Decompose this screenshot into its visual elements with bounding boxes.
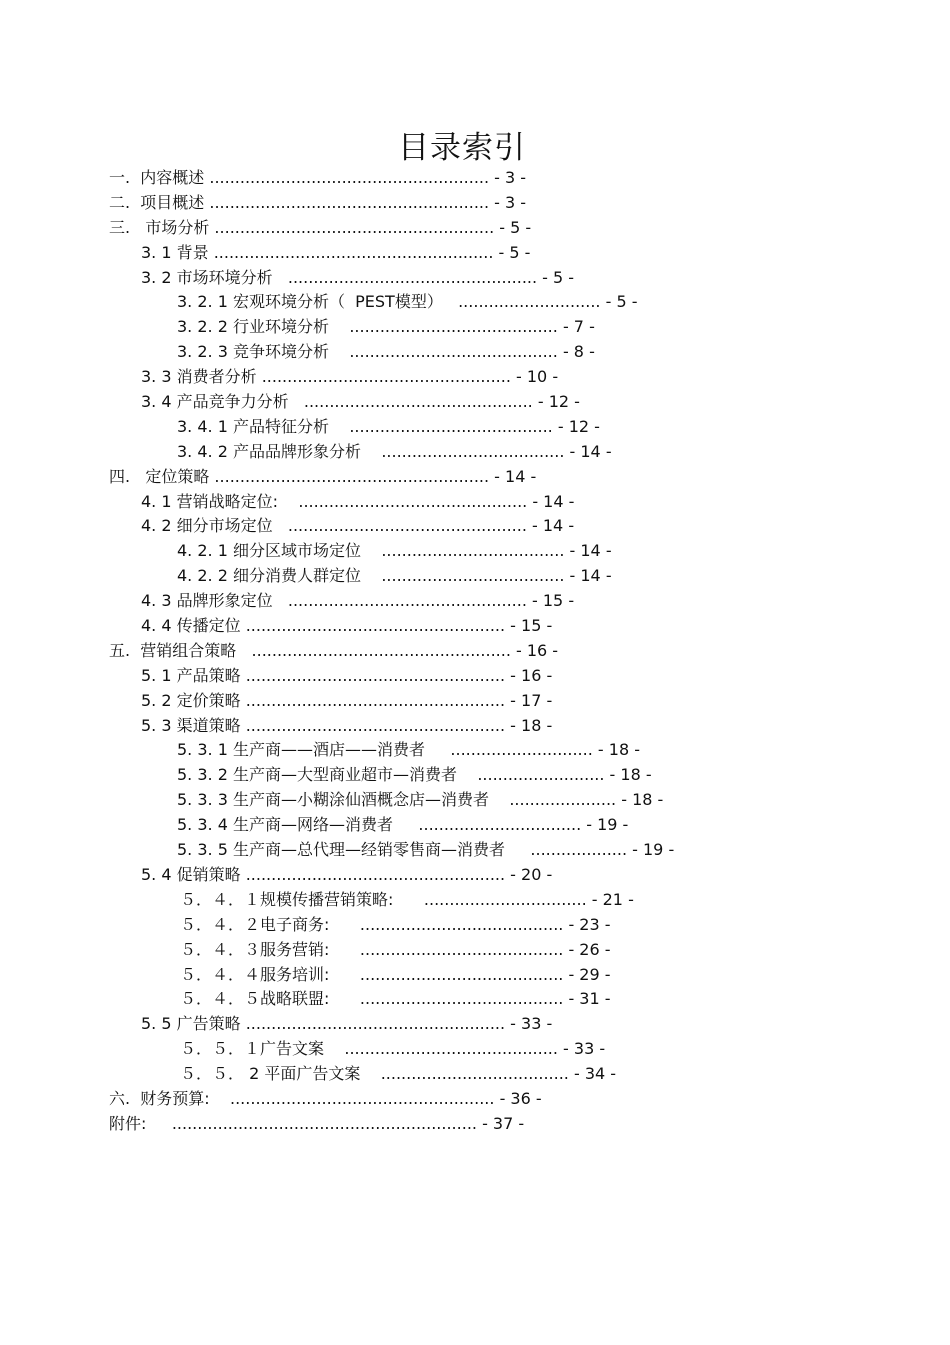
toc-entry-leader: ..................................................	[250, 665, 506, 685]
toc-entry-label: 3. 2. 2 行业环境分析	[177, 317, 350, 337]
toc-entry-leader: ............................................................	[171, 1113, 477, 1133]
toc-entry-label: ５．５． 2 平面广告文案	[180, 1064, 381, 1084]
toc-entry-page: - 12 -	[532, 392, 580, 412]
toc-entry[interactable]	[0, 714, 950, 739]
toc-entry[interactable]	[0, 1062, 950, 1087]
toc-entry-label: 3. 3 消费者分析 .	[141, 367, 267, 387]
toc-entry-label: 5. 5 广告策略 .	[141, 1014, 251, 1034]
toc-entry-page: - 15 -	[526, 591, 575, 611]
toc-entry[interactable]	[0, 539, 950, 564]
toc-entry-page: - 16 -	[510, 640, 559, 660]
toc-entry-leader: .........................................	[349, 342, 558, 362]
toc-entry-leader: ................................................	[266, 367, 511, 387]
toc-entry-label: 3. 2. 3 竞争环境分析	[177, 342, 350, 362]
toc-entry[interactable]	[0, 1087, 950, 1112]
toc-entry-leader: ................................	[418, 815, 582, 835]
toc-entry-page: - 23 -	[563, 914, 611, 934]
toc-entry-label: 4. 3 品牌形象定位 .	[141, 591, 293, 611]
toc-entry-leader: ........................	[482, 765, 605, 785]
toc-entry-label: ５．５．１广告文案	[180, 1039, 345, 1059]
toc-entry-leader: ........................................	[349, 416, 553, 436]
toc-entry-leader: ..................................................	[256, 640, 511, 660]
toc-entry-page: - 34 -	[568, 1064, 617, 1084]
toc-entry-leader: ........................................	[359, 989, 564, 1009]
toc-entry-leader: ..................................................	[250, 690, 506, 710]
toc-entry-label: 5. 3. 1 生产商——酒店——消费者	[177, 740, 451, 760]
toc-entry-page: - 19 -	[581, 815, 629, 835]
toc-entry-page: - 14 -	[564, 441, 612, 461]
toc-entry-page: - 21 -	[586, 889, 634, 909]
toc-entry[interactable]	[0, 938, 950, 963]
toc-entry-leader: ......................................................	[219, 217, 495, 237]
toc-entry-leader: ........................................	[359, 939, 564, 959]
toc-entry[interactable]	[0, 614, 950, 639]
toc-entry-label: ５．４．４服务培训:	[180, 964, 360, 984]
toc-entry-leader: ........................................	[359, 914, 564, 934]
toc-entry-leader: .....................................................	[219, 466, 490, 486]
toc-entry-leader: ................................................	[292, 267, 538, 287]
toc-entry[interactable]	[0, 390, 950, 415]
toc-entry-page: - 18 -	[505, 715, 553, 735]
toc-entry-page: - 5 -	[537, 267, 575, 287]
toc-entry-label: 4. 2. 1 细分区域市场定位	[177, 541, 382, 561]
toc-entry[interactable]	[0, 664, 950, 689]
toc-entry[interactable]	[0, 589, 950, 614]
toc-entry-leader: .........................................	[349, 317, 558, 337]
toc-entry-page: - 18 -	[592, 740, 640, 760]
toc-entry-label: 3. 2 市场环境分析 .	[141, 267, 293, 287]
toc-entry[interactable]	[0, 415, 950, 440]
toc-entry-page: - 5 -	[493, 242, 531, 262]
toc-entry-page: - 33 -	[557, 1039, 606, 1059]
toc-entry-label: 4. 2. 2 细分消费人群定位	[177, 566, 382, 586]
toc-entry[interactable]	[0, 913, 950, 938]
toc-entry-page: - 26 -	[563, 939, 611, 959]
toc-entry-page: - 7 -	[557, 317, 595, 337]
toc-entry-leader: ............................................	[303, 491, 528, 511]
toc-entry[interactable]	[0, 365, 950, 390]
toc-entry[interactable]	[0, 166, 950, 191]
toc-entry-page: - 8 -	[557, 342, 595, 362]
toc-entry-page: - 3 -	[489, 192, 527, 212]
toc-entry-page: - 5 -	[494, 217, 532, 237]
toc-entry-label: ５．４．１规模传播营销策略:	[180, 889, 424, 909]
toc-entry-leader: ......................................................	[214, 168, 490, 187]
toc-entry-page: - 15 -	[505, 616, 553, 636]
toc-entry-page: - 31 -	[563, 989, 611, 1009]
toc-entry[interactable]	[0, 440, 950, 465]
toc-entry[interactable]	[0, 241, 950, 266]
toc-entry-label: 四. 定位策略 .	[109, 466, 220, 486]
toc-entry-leader: ..................................................	[250, 1014, 506, 1034]
toc-entry-page: - 14 -	[564, 541, 612, 561]
toc-entry[interactable]	[0, 738, 950, 763]
toc-entry-label: ５．４．２电子商务:	[180, 914, 360, 934]
toc-entry-label: 5. 2 定价策略 .	[141, 690, 251, 710]
toc-entry-label: 5. 3 渠道策略 .	[141, 715, 251, 735]
toc-entry-label: 5. 1 产品策略 .	[141, 665, 251, 685]
toc-entry-label: 5. 3. 3 生产商—小糊涂仙酒概念店—消费者 .	[177, 790, 515, 810]
toc-entry-leader: ............................	[450, 740, 593, 760]
toc-entry-label: 5. 4 促销策略 .	[141, 864, 251, 884]
toc-entry[interactable]	[0, 340, 950, 365]
toc-entry[interactable]	[0, 888, 950, 913]
toc-entry[interactable]	[0, 863, 950, 888]
toc-entry-leader: ................................	[423, 889, 587, 909]
toc-entry[interactable]	[0, 1037, 950, 1062]
toc-entry-label: 5. 3. 2 生产商—大型商业超市—消费者 .	[177, 765, 483, 785]
table-of-contents	[0, 166, 950, 1137]
toc-entry-page: - 14 -	[564, 566, 612, 586]
toc-entry[interactable]	[0, 216, 950, 241]
toc-entry-label: 5. 3. 4 生产商—网络—消费者	[177, 815, 419, 835]
toc-entry-leader: ..................................................	[250, 715, 506, 735]
toc-entry-label: 4. 1 营销战略定位: .	[141, 491, 304, 511]
toc-entry[interactable]	[0, 838, 950, 863]
toc-entry-page: - 29 -	[563, 964, 611, 984]
toc-entry[interactable]	[0, 266, 950, 291]
toc-entry-page: - 33 -	[505, 1014, 553, 1034]
toc-entry-label: 3. 4. 1 产品特征分析	[177, 416, 350, 436]
toc-entry-label: 三. 市场分析 .	[109, 217, 220, 237]
toc-entry-leader: .....................................	[380, 1064, 569, 1084]
toc-entry[interactable]	[0, 763, 950, 788]
toc-entry[interactable]	[0, 689, 950, 714]
toc-entry-label: 3. 1 背景 .	[141, 242, 219, 262]
toc-entry-label: 六. 财务预算: .	[109, 1088, 236, 1108]
toc-entry[interactable]	[0, 490, 950, 515]
toc-entry-label: 5. 3. 5 生产商—总代理—经销零售商—消费者 .	[177, 840, 536, 860]
toc-entry-label: 3. 4 产品竞争力分析 .	[141, 392, 309, 412]
toc-entry-page: - 19 -	[627, 840, 675, 860]
toc-entry-label: 一. 内容概述 .	[109, 168, 215, 187]
toc-entry-label: 二. 项目概述 .	[109, 192, 215, 212]
toc-entry-leader: ......................................................	[214, 192, 490, 212]
toc-entry-leader: ..............................................	[292, 591, 527, 611]
toc-entry-page: - 12 -	[552, 416, 600, 436]
toc-entry-label: ５．４．５战略联盟:	[180, 989, 360, 1009]
toc-entry-label: 3. 4. 2 产品品牌形象分析	[177, 441, 382, 461]
toc-entry-label: 附件:	[109, 1113, 172, 1133]
toc-entry-page: - 20 -	[505, 864, 553, 884]
toc-entry[interactable]	[0, 315, 950, 340]
toc-entry[interactable]	[0, 514, 950, 539]
toc-entry-leader: ....................................	[381, 566, 565, 586]
toc-entry-page: - 18 -	[604, 765, 652, 785]
toc-entry[interactable]	[0, 564, 950, 589]
toc-entry-page: - 3 -	[489, 168, 527, 187]
toc-entry-label: ５．４．３服务营销:	[180, 939, 360, 959]
toc-entry-leader: ..................................................	[250, 616, 506, 636]
toc-entry-page: - 36 -	[494, 1088, 542, 1108]
toc-entry[interactable]	[0, 987, 950, 1012]
toc-entry-page: - 10 -	[510, 367, 559, 387]
toc-entry[interactable]	[0, 1112, 950, 1137]
toc-entry-page: - 14 -	[489, 466, 537, 486]
toc-entry-label: 4. 2 细分市场定位 .	[141, 516, 293, 536]
toc-entry-leader: ........................................	[359, 964, 564, 984]
toc-entry-label: 3. 2. 1 宏观环境分析（ PEST模型）	[177, 292, 459, 312]
toc-entry-page: - 14 -	[526, 516, 575, 536]
toc-entry-leader: ....................................	[381, 541, 565, 561]
toc-entry[interactable]	[0, 788, 950, 813]
toc-entry[interactable]	[0, 963, 950, 988]
toc-entry[interactable]	[0, 639, 950, 664]
toc-entry[interactable]	[0, 465, 950, 490]
toc-entry-leader: ..................................................	[250, 864, 506, 884]
toc-entry-page: - 18 -	[616, 790, 664, 810]
toc-entry-page: - 5 -	[600, 292, 638, 312]
toc-entry-leader: ..............................................	[292, 516, 527, 536]
toc-entry-page: - 17 -	[505, 690, 553, 710]
toc-entry-leader: ......................................................	[218, 242, 494, 262]
toc-entry-leader: ....................................	[381, 441, 565, 461]
toc-entry-leader: ............................................	[308, 392, 533, 412]
page-title: 目录索引	[398, 130, 526, 166]
toc-entry-page: - 16 -	[505, 665, 553, 685]
toc-entry[interactable]	[0, 191, 950, 216]
toc-entry-leader: ..................	[535, 840, 628, 860]
toc-entry-label: 4. 4 传播定位 .	[141, 616, 251, 636]
toc-entry-label: 五. 营销组合策略 .	[109, 640, 257, 660]
toc-entry-leader: ...................................................	[235, 1088, 495, 1108]
toc-entry[interactable]	[0, 813, 950, 838]
toc-entry-leader: ....................	[514, 790, 617, 810]
toc-entry[interactable]	[0, 290, 950, 315]
toc-entry-page: - 14 -	[527, 491, 575, 511]
toc-entry[interactable]	[0, 1012, 950, 1037]
toc-entry-page: - 37 -	[476, 1113, 525, 1133]
toc-entry-leader: ............................	[458, 292, 601, 312]
toc-entry-leader: ..........................................	[344, 1039, 558, 1059]
